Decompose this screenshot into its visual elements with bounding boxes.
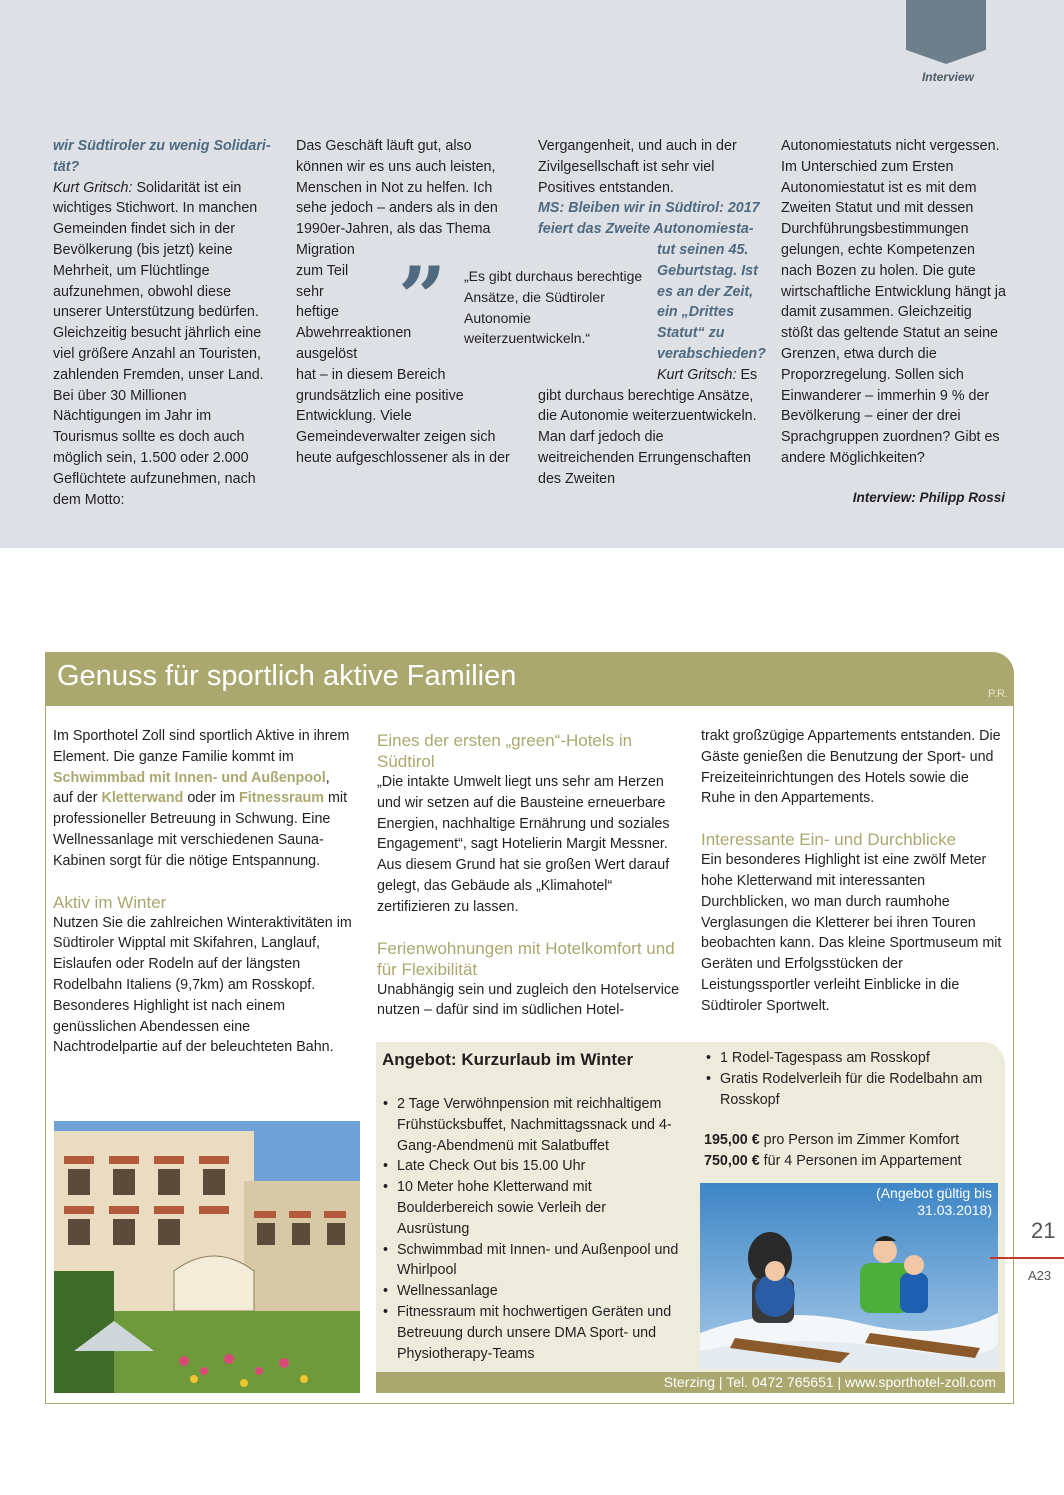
heading-apartments: Ferienwohnungen mit Hotelkomfort und für Flexibilität	[377, 938, 675, 979]
offer-item: • Schwimmbad mit Innen- und Außenpool und Whirlpool	[381, 1240, 681, 1282]
interview-credit: Interview: Philipp Rossi	[852, 490, 1005, 505]
ad-text: , auf der	[53, 769, 330, 807]
green-text: „Die intakte Umwelt liegt uns sehr am Herzen und wir setzen auf die Bausteine erneuerbare Energien, nachhaltige Ernährung und soziales Engagement“, sagt Hotelierin Margit Messner. Aus diesem Grund hat sie großen Wert darauf gelegt, das Gebäude als „Klimahotel“ zertifizieren zu lassen.	[377, 774, 670, 915]
interview-question: tut seinen 45. Geburtstag. Ist es an der Zeit, ein „Drittes Statut“ zu verabschieden?	[657, 241, 766, 362]
pr-label: P.R.	[988, 688, 1008, 700]
interview-question: wir Südtiroler zu wenig Solidari-tät?	[53, 138, 271, 175]
price-comfort-text: pro Person im Zimmer Komfort	[763, 1132, 960, 1149]
insights-text: Ein besonderes Highlight ist eine zwölf Meter hohe Kletterwand mit interessanten Durchblicken, wo man durch raumhohe Verglasungen die Kletterer bei ihren Touren beobachten kann. Das kleine Sportmuseum mit Geräten und Erfolgsstücken der Leistungssportler verleiht Einblicke in die Südtiroler Sportwelt.	[701, 852, 1002, 1014]
price-comfort: 195,00 €	[704, 1132, 760, 1149]
interview-column-4	[781, 136, 1007, 469]
ad-footer-contact[interactable]: Sterzing | Tel. 0472 765651 | www.sporthotel-zoll.com	[663, 1374, 996, 1390]
price-apartment: 750,00 €	[704, 1153, 760, 1170]
answer-text-wrap: Migration zum Teil sehr heftige Abwehrreaktionen ausgelöst	[296, 241, 412, 362]
answer-text: hat – in diesem Bereich grundsätzlich eine positive Entwicklung. Viele Gemeindeverwalter zeigen sich heute aufgeschlossener als in der	[296, 366, 510, 466]
advertisement-title: Genuss für sportlich aktive Familien	[57, 660, 517, 692]
ad-column-3	[701, 726, 1005, 1017]
page-number: 21	[1031, 1218, 1056, 1243]
heading-winter: Aktiv im Winter	[53, 892, 167, 912]
page-number-divider	[990, 1257, 1064, 1259]
apartments-text: Unabhängig sein und zugleich den Hotelservice nutzen – dafür sind im südlichen Hotel-	[377, 981, 680, 1019]
answer-text: Vergangenheit, und auch in der Zivilgesellschaft ist sehr viel Positives entstanden.	[538, 138, 737, 196]
offer-list-left	[381, 1094, 681, 1364]
answer-text: Solidarität ist ein wichtiges Stichwort. In manchen Gemeinden findet sich in der Bevölkerung (bis jetzt) keine Mehrheit, um Flüchtlinge aufzunehmen, obwohl diese unserer Unterstützung bedürfen. Gleichzeitig besucht jährlich eine viel größere Anzahl an Touristen, zahlenden Fremden, unser Land. Bei über 30 Millionen Nächtigungen im Jahr im Tourismus sollte es doch auch möglich sein, 1.500 oder 2.000 Geflüchtete aufzunehmen, nach dem Motto:	[53, 179, 264, 508]
offer-item: • 2 Tage Verwöhnpension mit reichhaltigem Frühstücksbuffet, Nachmittagssnack und 4-Gang-Abendmenü mit Salatbuffet	[381, 1094, 681, 1156]
speaker-name: Kurt Gritsch:	[657, 366, 737, 383]
highlight-pool: Schwimmbad mit Innen- und Außenpool	[53, 769, 326, 786]
ad-text: oder im	[187, 790, 235, 807]
answer-text: Es	[740, 366, 758, 383]
apartments-text-cont: trakt großzügige Appartements entstanden. Die Gäste genießen die Benutzung der Sport- und Freizeiteinrichtungen des Hotels sowie die Ruhe in den Appartements.	[701, 728, 1001, 807]
heading-green-hotel: Eines der ersten „green“-Hotels in Südtirol	[377, 731, 633, 771]
highlight-fitness: Fitnessraum	[238, 790, 324, 807]
answer-text: gibt durchaus berechtige Ansätze, die Autonomie weiterzuentwickeln. Man darf jedoch die weitreichenden Errungenschaften des Zweiten	[538, 387, 757, 487]
ad-column-2	[377, 730, 683, 1021]
answer-text: Das Geschäft läuft gut, also können wir es uns auch leisten, Menschen in Not zu helfen. Ich sehe jedoch – anders als in den 1990er-Jahren, als das Thema	[296, 138, 498, 238]
offer-item: • 10 Meter hohe Kletterwand mit Boulderbereich sowie Verleih der Ausrüstung	[381, 1177, 681, 1239]
pull-quote-text: „Es gibt durchaus berechtige Ansätze, die Südtiroler Autonomie weiterzuentwickeln.“	[464, 268, 643, 347]
answer-text: Autonomiestatuts nicht vergessen. Im Unterschied zum Ersten Autonomiestatut ist es mit dem Zweiten Statut und mit dessen Durchführungsbestimmungen gelungen, echte Kompetenzen nach Bozen zu holen. Die gute wirtschaftliche Entwicklung hängt ja damit zusammen. Gleichzeitig stößt das geltende Statut an seine Grenzen, etwa durch die Proporzregelung. Sollen sich Einwanderer – immerhin 9 % der Bevölkerung – einer der drei Sprachgruppen zuordnen? Gibt es andere Möglichkeiten?	[781, 138, 1006, 466]
page-code: A23	[1028, 1268, 1052, 1283]
hotel-photo	[54, 1121, 360, 1393]
offer-validity: (Angebot gültig bis 31.03.2018)	[876, 1185, 992, 1218]
ad-column-1	[53, 726, 353, 1058]
offer-item: • Fitnessraum mit hochwertigen Geräten und Betreuung durch unsere DMA Sport- und Physiotherapy-Teams	[381, 1302, 681, 1364]
section-label: Interview	[921, 70, 974, 84]
ad-text: Im Sporthotel Zoll sind sportlich Aktive in ihrem Element. Die ganze Familie kommt im	[53, 728, 350, 765]
offer-item: • Late Check Out bis 15.00 Uhr	[381, 1156, 681, 1177]
price-apartment-text: für 4 Personen im Appartement	[763, 1153, 962, 1170]
offer-item: • Gratis Rodelverleih für die Rodelbahn am Rosskopf	[704, 1069, 1000, 1111]
interview-column-1	[53, 136, 271, 510]
speaker-name: Kurt Gritsch:	[53, 179, 133, 196]
quote-mark-icon: ”	[398, 248, 447, 347]
offer-item: • 1 Rodel-Tagespass am Rosskopf	[704, 1048, 1000, 1069]
heading-insights: Interessante Ein- und Durchblicke	[701, 830, 957, 850]
offer-title: Angebot: Kurzurlaub im Winter	[382, 1050, 634, 1069]
offer-list-right	[704, 1048, 1000, 1172]
interview-question: MS: Bleiben wir in Südtirol: 2017 feiert das Zweite Autonomiesta-	[538, 200, 760, 238]
family-sledding-photo	[700, 1183, 998, 1369]
highlight-climbing: Kletterwand	[101, 790, 184, 807]
winter-text: Nutzen Sie die zahlreichen Winteraktivitäten im Südtiroler Wipptal mit Skifahren, Langlauf, Eislaufen oder Rodeln auf der längsten Rodelbahn Italiens (9,7km) am Rosskopf. Besonderes Highlight ist nach einem genüsslichen Abendessen eine Nachtrodelpartie auf der beleuchteten Bahn.	[53, 914, 352, 1056]
offer-item: • Wellnessanlage	[381, 1281, 681, 1302]
ad-text: mit professioneller Betreuung in Schwung. Eine Wellnessanlage mit verschiedenen Sauna-Kabinen sorgt für die nötige Entspannung.	[53, 790, 348, 869]
